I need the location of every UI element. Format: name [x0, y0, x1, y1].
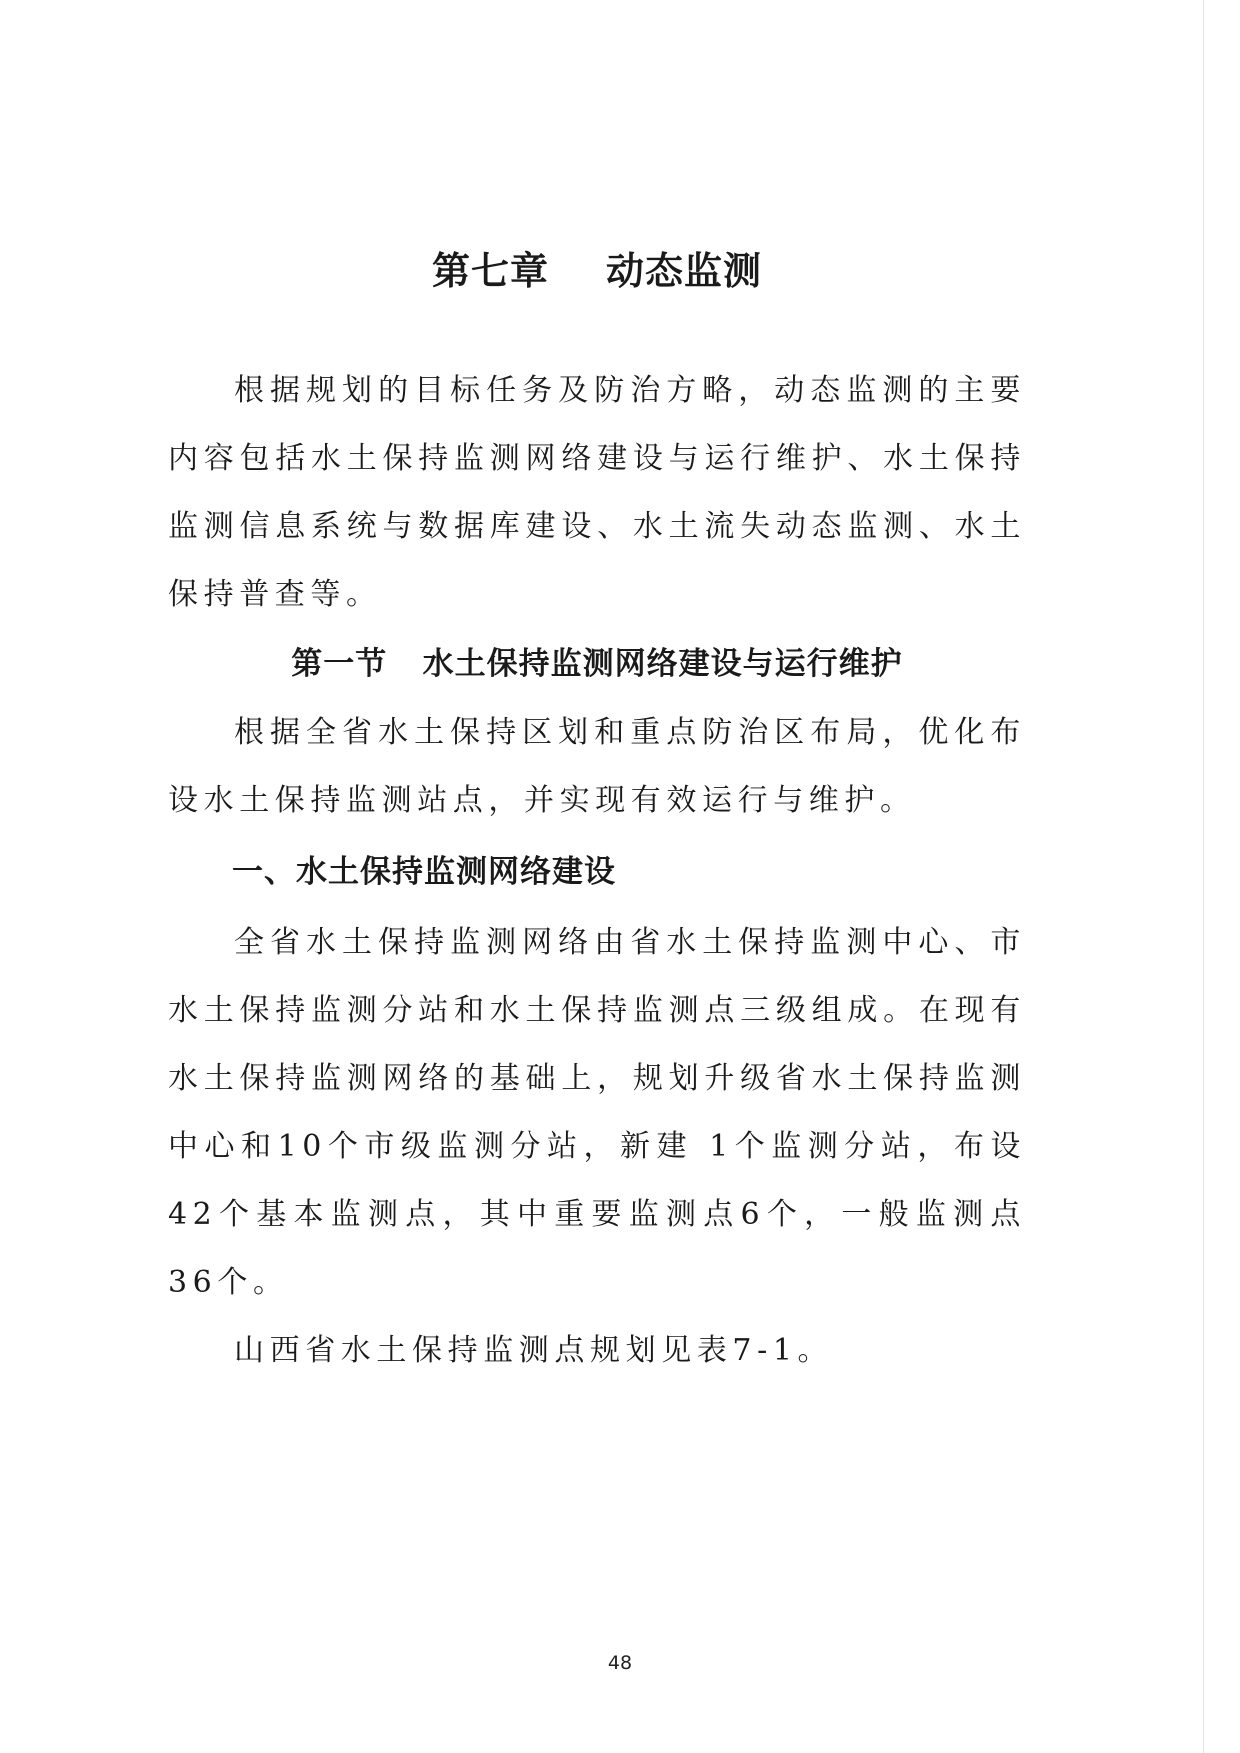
scan-edge-line [1203, 0, 1204, 1753]
intro-paragraph: 根据规划的目标任务及防治方略，动态监测的主要内容包括水土保持监测网络建设与运行维护、水土保持监测信息系统与数据库建设、水土流失动态监测、水土保持普查等。 [168, 373, 1026, 612]
section-title: 第一节 水土保持监测网络建设与运行维护 [291, 646, 903, 682]
section-paragraph: 根据全省水土保持区划和重点防治区布局，优化布设水土保持监测站点，并实现有效运行与维护。 [168, 715, 1026, 818]
page-number: 48 [607, 1652, 633, 1674]
subsection-title: 一、水土保持监测网络建设 [232, 854, 616, 890]
subsection-paragraph-1: 全省水土保持监测网络由省水土保持监测中心、市水土保持监测分站和水土保持监测点三级组成。在现有水土保持监测网络的基础上，规划升级省水土保持监测中心和10个市级监测分站，新建 1个监测分站，布设42个基本监测点，其中重要监测点6个，一般监测点36个。 [168, 925, 1026, 1300]
subsection-paragraph-2: 山西省水土保持监测点规划见表7-1。 [234, 1333, 834, 1368]
page-content [168, 240, 1026, 1385]
chapter-title: 第七章 动态监测 [432, 249, 762, 293]
